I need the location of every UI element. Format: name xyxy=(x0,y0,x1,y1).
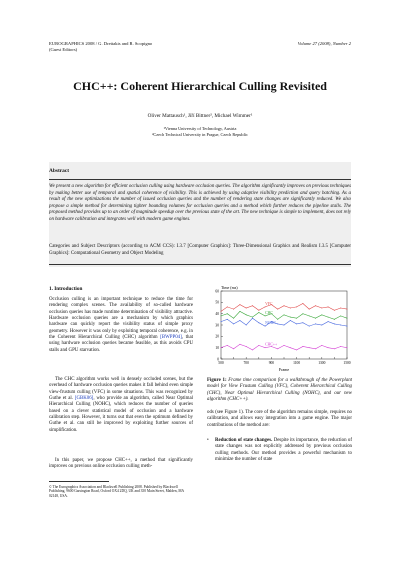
y-tick-label: 20 xyxy=(215,334,219,339)
section-heading: 1. Introduction xyxy=(49,286,83,292)
data-point xyxy=(227,313,228,314)
data-point xyxy=(328,347,329,348)
data-point xyxy=(227,345,228,346)
footnote-rule xyxy=(49,481,109,482)
right-paragraph: ods (see Figure 1). The core of the algorithm remains simple, requires no calibration, and allows easy integration into a game engine. The major contributions of the method are: xyxy=(207,410,352,428)
series-label: NOHC xyxy=(265,321,276,326)
data-point xyxy=(239,320,240,321)
data-point xyxy=(258,312,259,313)
series-label: CHC xyxy=(265,310,273,315)
data-point xyxy=(334,319,335,320)
data-point xyxy=(315,323,316,324)
data-point xyxy=(246,325,247,326)
bullet-label: Reduction of state changes. xyxy=(215,438,273,443)
series-label: CHC++ xyxy=(265,342,278,347)
data-point xyxy=(347,347,348,348)
data-point xyxy=(246,308,247,309)
data-point xyxy=(321,325,322,326)
data-point xyxy=(233,309,234,310)
data-point xyxy=(233,318,234,319)
figure-caption-text: Frame time comparison for a walkthrough of the Powerplant model for View Frustum Culling (VFC), Coherent Hierarchical Culling (CHC), Near Optimal Hierarchical Culling (NOHC), and our new algorithm (CHC++). xyxy=(207,378,353,403)
data-point xyxy=(328,306,329,307)
data-point xyxy=(221,311,222,312)
y-tick-label: 0 xyxy=(217,357,219,362)
data-point xyxy=(258,345,259,346)
paper-title: CHC++: Coherent Hierarchical Culling Revisited xyxy=(73,79,327,93)
data-point xyxy=(290,308,291,309)
data-point xyxy=(252,318,253,319)
data-point xyxy=(309,309,310,310)
data-point xyxy=(340,308,341,309)
y-tick-labels xyxy=(215,289,223,361)
abstract-text: We present a new algorithm for efficient occlusion culling using hardware occlusion queries. The algorithm significantly improves on previous techniques by making better use of temporal and spatial coherence of visibility. This is achieved by using adaptive visibility prediction and query batching. As a result of the new optimizations the number of issued occlusion queries and the number of rendering state changes are significantly reduced. We also propose a simple method for determining tighter bounding volumes for occlusion queries and a method which further reduces the pipeline stalls. The proposed method provides up to an order of magnitude speedup over the previous state of the art. The new technique is simple to implement, does not rely on hardware calibration and integrates well with modern game engines. xyxy=(49,184,351,222)
data-point xyxy=(290,320,291,321)
data-point xyxy=(246,346,247,347)
data-point xyxy=(347,318,348,319)
data-point xyxy=(265,306,266,307)
x-tick-label: 1500 xyxy=(343,361,351,365)
data-point xyxy=(334,310,335,311)
data-point xyxy=(221,321,222,322)
journal-header-line2: (Guest Editors) xyxy=(49,46,78,52)
data-point xyxy=(296,323,297,324)
data-point xyxy=(315,318,316,319)
data-point xyxy=(321,308,322,309)
x-tick-label: 900 xyxy=(268,361,275,365)
intro-p2-text-b: , who provide an algorithm, called Near Optimal Hierarchical Culling (NOHC), which reduces the number of queries based on a clever statistical model of occlusion and a hardware calibration step. However, it turns out that even the optimum defined by Guthe et al. can still be improved by exploiting further sources of simplification. xyxy=(49,396,193,433)
y-tick-label: 60 xyxy=(215,289,219,294)
data-point xyxy=(340,315,341,316)
acm-categories: Categories and Subject Descriptors (according to ACM CCS): I.3.7 [Computer Graphics]: Three-Dimensional Graphics and Realism I.3.5 [Computer Graphics]: Computational Geometry and Object Modeling xyxy=(49,244,351,256)
data-point xyxy=(302,303,303,304)
data-point xyxy=(252,317,253,318)
data-point xyxy=(302,346,303,347)
data-point xyxy=(233,323,234,324)
citation-link[interactable]: [BWPP04] xyxy=(160,335,182,341)
data-point xyxy=(258,310,259,311)
contribution-bullet xyxy=(207,438,352,463)
data-point xyxy=(334,348,335,349)
y-tick-label: 50 xyxy=(215,300,219,305)
y-axis-label: Time (ms) xyxy=(221,285,238,290)
bullet-icon: • xyxy=(207,438,209,443)
y-tick-label: 40 xyxy=(215,311,219,316)
data-point xyxy=(321,345,322,346)
intro-p1-text-b: , that using hardware occlusion queries became feasible, as this avoids CPU stalls and GPU starvation. xyxy=(49,335,194,353)
data-point xyxy=(340,325,341,326)
data-point xyxy=(265,347,266,348)
data-point xyxy=(233,348,234,349)
x-tick-label: 1300 xyxy=(318,361,326,365)
data-point xyxy=(302,322,303,323)
author-list: Oliver Mattausch¹, Jiří Bittner², Michael Wimmer¹ xyxy=(147,113,253,119)
x-axis-label: Frame xyxy=(278,367,290,372)
intro-paragraph-3: In this paper, we propose CHC++, a method that significantly improves on previous online occlusion culling meth- xyxy=(49,458,193,470)
x-tick-label: 500 xyxy=(218,361,224,365)
abstract-rule-bottom xyxy=(49,264,351,265)
data-point xyxy=(252,305,253,306)
affiliations xyxy=(0,126,400,138)
intro-p1-text-a: Occlusion culling is an important technique to reduce the time for rendering complex scenes. The availability of so-called hardware occlusion queries has made runtime determination of visibility attractive. Hardware occlusion queries are a mechanism by which graphics hardware can quickly report the visibility status of simple proxy geometry. However it was only by exploiting temporal coherence, e.g. in the Coherent Hierarchical Culling (CHC) algorithm xyxy=(49,297,193,341)
data-point xyxy=(309,347,310,348)
x-tick-labels xyxy=(218,357,350,365)
data-point xyxy=(328,321,329,322)
data-point xyxy=(227,306,228,307)
data-point xyxy=(221,315,222,316)
intro-p2-text-a: The CHC algorithm works well in densely occluded scenes, but the overhead of hardware occlusion queries makes it fall behind even simple view-frustum culling (VFC) in some situations. This was recognized by Guthe et al. xyxy=(49,377,193,402)
series-label: VFC xyxy=(265,301,273,306)
data-point xyxy=(277,323,278,324)
data-point xyxy=(347,309,348,310)
y-tick-label: 10 xyxy=(215,345,219,350)
data-point xyxy=(284,314,285,315)
data-point xyxy=(227,319,228,320)
data-point xyxy=(277,348,278,349)
data-point xyxy=(239,344,240,345)
data-point xyxy=(321,314,322,315)
x-tick-label: 700 xyxy=(243,361,249,365)
affiliation-2: ²Czech Technical University in Prague, Czech Republic xyxy=(152,132,248,137)
volume-info: Volume 27 (2008), Number 2 xyxy=(297,41,351,46)
data-point xyxy=(258,322,259,323)
data-point xyxy=(284,305,285,306)
data-point xyxy=(265,326,266,327)
data-point xyxy=(315,348,316,349)
data-point xyxy=(296,318,297,319)
data-point xyxy=(340,346,341,347)
abstract-heading: Abstract xyxy=(49,168,70,174)
frame-time-chart xyxy=(207,283,352,373)
y-tick-label: 30 xyxy=(215,323,219,328)
intro-paragraph-1 xyxy=(49,297,193,354)
data-point xyxy=(239,304,240,305)
x-tick-label: 1100 xyxy=(293,361,301,365)
figure-caption xyxy=(207,378,352,403)
data-point xyxy=(252,349,253,350)
data-point xyxy=(277,319,278,320)
data-point xyxy=(239,311,240,312)
data-point xyxy=(277,309,278,310)
data-point xyxy=(328,317,329,318)
data-point xyxy=(265,315,266,316)
data-point xyxy=(309,326,310,327)
citation-link[interactable]: [GBK06] xyxy=(74,396,94,402)
data-point xyxy=(296,306,297,307)
data-point xyxy=(290,347,291,348)
series-group xyxy=(221,302,348,351)
abstract-rule-top xyxy=(49,179,351,180)
data-point xyxy=(309,315,310,316)
intro-paragraph-2 xyxy=(49,377,193,434)
data-point xyxy=(221,347,222,348)
data-point xyxy=(315,305,316,306)
data-point xyxy=(347,326,348,327)
series-line xyxy=(221,311,347,319)
affiliation-1: ¹Vienna University of Technology, Austria xyxy=(163,126,237,131)
figure-label: Figure 1: xyxy=(207,378,227,383)
data-point xyxy=(246,314,247,315)
data-point xyxy=(334,323,335,324)
data-point xyxy=(302,313,303,314)
journal-header xyxy=(49,41,152,52)
data-point xyxy=(290,317,291,318)
bullet-body xyxy=(215,438,352,463)
journal-header-line1: EUROGRAPHICS 2008 / G. Drettakis and R. Scopigno xyxy=(49,41,153,46)
data-point xyxy=(284,345,285,346)
bullet-text: Despite its importance, the reduction of state changes was not explicitly addressed by previous occlusion culling methods. Our method provides a powerful mechanism to minimize the number of state xyxy=(215,438,352,463)
data-point xyxy=(296,349,297,350)
copyright-footnote: © The Eurographics Association and Blackwell Publishing 2008. Published by Blackwell Publishing, 9600 Garsington Road, Oxford OX4 2DQ, UK and 350 Main Street, Malden, MA 02148, USA. xyxy=(49,485,184,498)
data-point xyxy=(284,325,285,326)
